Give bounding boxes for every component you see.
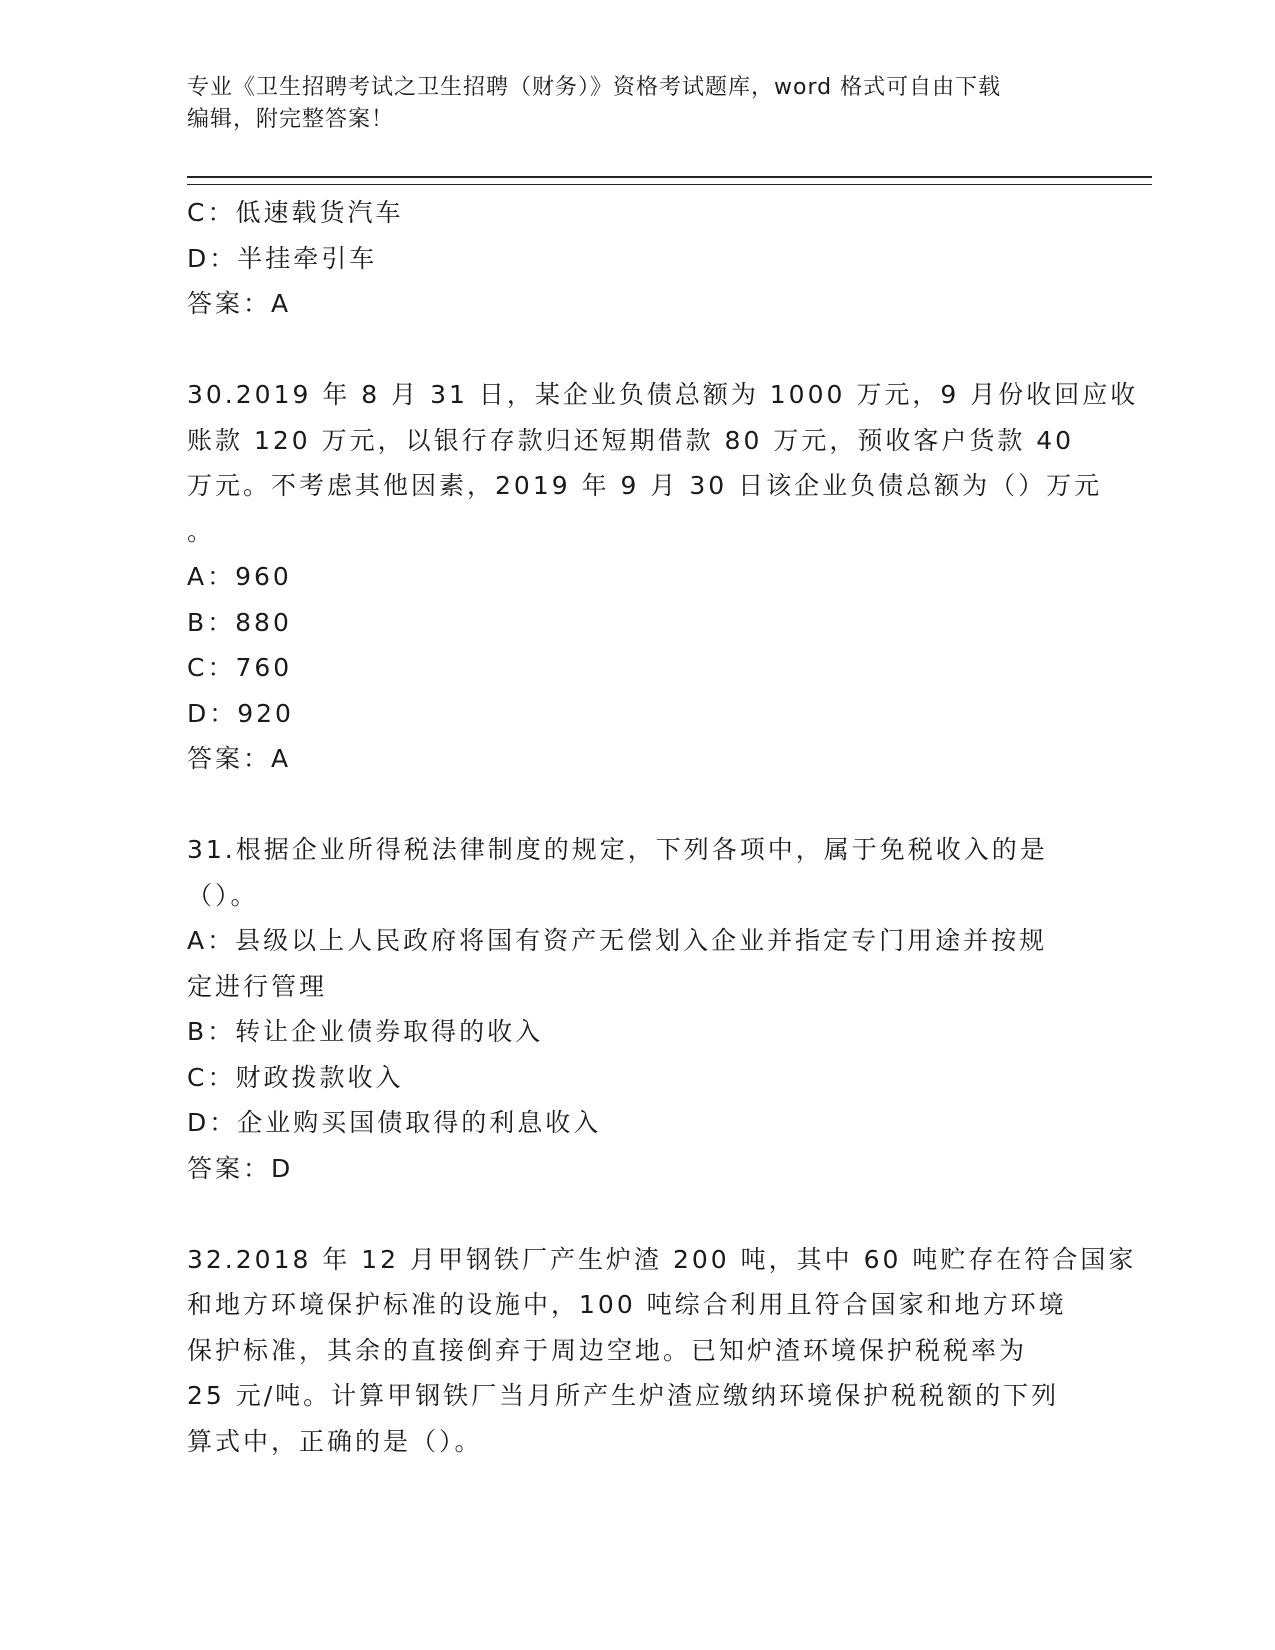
question-stem-line: 保护标准，其余的直接倒弃于周边空地。已知炉渣环境保护税税率为 xyxy=(187,1335,1028,1365)
option-a: A：县级以上人民政府将国有资产无偿划入企业并指定专门用途并按规 xyxy=(187,926,1048,955)
option-a: A：960 xyxy=(187,562,292,591)
answer-line: 答案：A xyxy=(187,289,292,318)
option-d: D：半挂牵引车 xyxy=(187,243,378,273)
option-c: C：低速载货汽车 xyxy=(187,198,404,227)
header-line-2: 编辑，附完整答案！ xyxy=(187,107,395,132)
question-stem-line: （）。 xyxy=(187,880,259,910)
question-stem-line: 和地方环境保护标准的设施中，100 吨综合利用且符合国家和地方环境 xyxy=(187,1290,1067,1319)
option-a-continued: 定进行管理 xyxy=(187,971,328,1001)
question-stem-line: 30.2019 年 8 月 31 日，某企业负债总额为 1000 万元，9 月份收回应收 xyxy=(187,380,1139,409)
question-30 xyxy=(187,372,1139,782)
spacer xyxy=(187,327,1087,373)
question-stem-line: 25 元/吨。计算甲钢铁厂当月所产生炉渣应缴纳环境保护税税额的下列 xyxy=(187,1381,1060,1410)
answer-line: 答案：D xyxy=(187,1153,294,1183)
option-d: D：920 xyxy=(187,698,294,728)
header-divider xyxy=(187,176,1152,185)
question-stem-line: 万元。不考虑其他因素，2019 年 9 月 30 日该企业负债总额为（）万元 xyxy=(187,471,1103,500)
question-stem-line: 31.根据企业所得税法律制度的规定，下列各项中，属于免税收入的是 xyxy=(187,835,1048,864)
option-c: C：财政拨款收入 xyxy=(187,1062,404,1092)
page-header xyxy=(187,72,1067,136)
question-29-tail xyxy=(187,190,1087,327)
spacer xyxy=(187,782,1087,828)
question-stem-line: 算式中，正确的是（）。 xyxy=(187,1426,483,1456)
question-stem-line: 账款 120 万元，以银行存款归还短期借款 80 万元，预收客户货款 40 xyxy=(187,425,1075,455)
option-b: B：880 xyxy=(187,607,292,637)
option-d: D：企业购买国债取得的利息收入 xyxy=(187,1108,602,1137)
document-body xyxy=(187,190,1139,1464)
question-stem-line: 32.2018 年 12 月甲钢铁厂产生炉渣 200 吨，其中 60 吨贮存在符合国家 xyxy=(187,1244,1137,1274)
option-b: B：转让企业债券取得的收入 xyxy=(187,1017,544,1046)
header-line-1: 专业《卫生招聘考试之卫生招聘（财务）》资格考试题库，word 格式可自由下载 xyxy=(187,75,1002,100)
answer-line: 答案：A xyxy=(187,744,292,773)
question-31 xyxy=(187,827,1087,1191)
option-c: C：760 xyxy=(187,653,293,682)
question-32 xyxy=(187,1237,1137,1465)
question-stem-line: 。 xyxy=(187,516,216,546)
spacer xyxy=(187,1191,1087,1237)
